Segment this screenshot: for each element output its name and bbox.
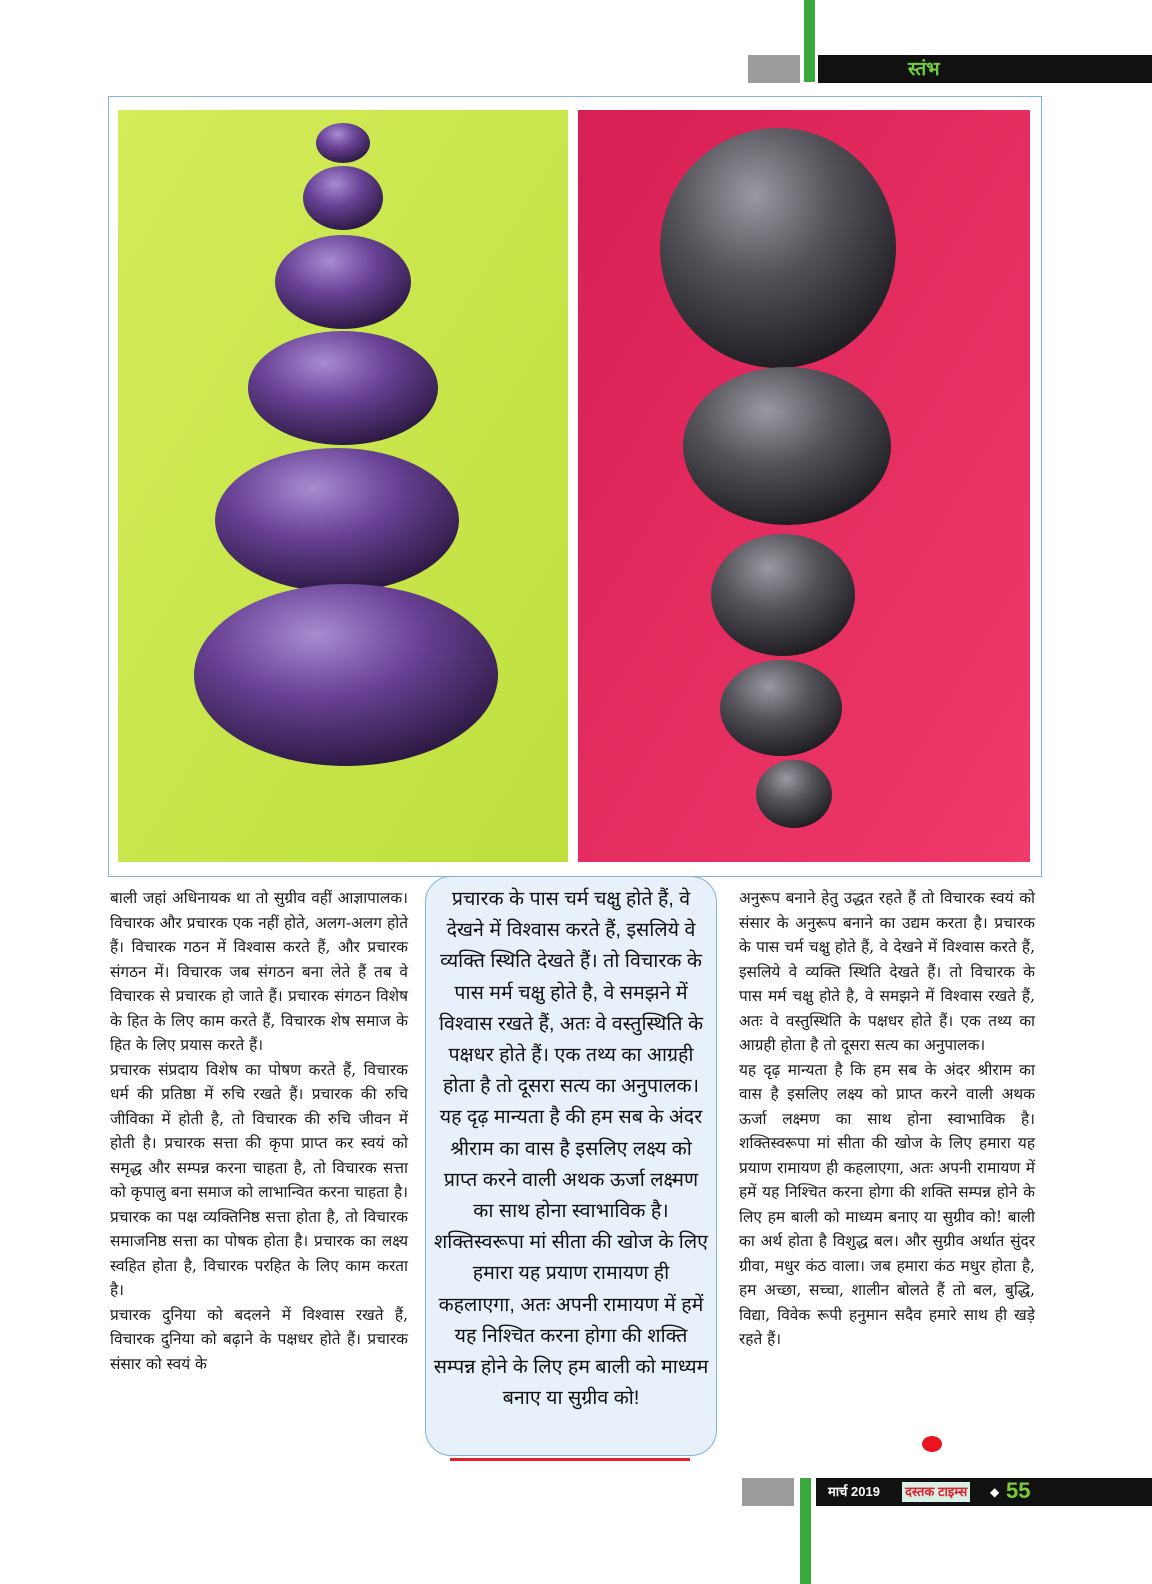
- painting-grey-stones: [578, 110, 1030, 862]
- magazine-logo: दस्तक टाइम्स: [902, 1482, 970, 1502]
- painting-purple-stones: [118, 110, 568, 862]
- article-column-left: बाली जहां अधिनायक था तो सुग्रीव वहीं आज्ञापालक। विचारक और प्रचारक एक नहीं होते, अलग-अलग होते हैं। विचारक गठन में विश्वास करते हैं, और प्रचारक संगठन में। विचारक जब संगठन बना लेते हैं तब वे विचारक से प्रचारक हो जाते हैं। प्रचारक संगठन विशेष के हित के लिए काम करते हैं, विचारक शेष समाज के हित के लिए प्रयास करते हैं। प्रचारक संप्रदाय विशेष का पोषण करते हैं, विचारक धर्म की प्रतिष्ठा में रुचि रखते हैं। प्रचारक की रुचि जीविका में होती है, तो विचारक की रुचि जीवन में होती है। प्रचारक सत्ता की कृपा प्राप्त कर स्वयं को समृद्ध और सम्पन्न करना चाहता है, तो विचारक सत्ता को कृपालु बना समाज को लाभान्वित करना चाहता है। प्रचारक का पक्ष व्यक्तिनिष्ठ सत्ता होता है, तो विचारक समाजनिष्ठ सत्ता का पोषक होता है। प्रचारक का लक्ष्य स्वहित होता है, विचारक परहित के लिए काम करता है। प्रचारक दुनिया को बदलने में विश्वास रखते हैं, विचारक दुनिया को बढ़ाने के पक्षधर होते हैं। प्रचारक संसार को स्वयं के: [110, 889, 408, 1373]
- section-label: स्तंभ: [908, 58, 940, 80]
- article-end-marker: [922, 1436, 942, 1452]
- footer-date: मार्च 2019: [828, 1484, 880, 1499]
- pull-quote: प्रचारक के पास चर्म चक्षु होते हैं, वे देखने में विश्वास करते हैं, इसलिये वे व्यक्ति स्थिति देखते हैं। तो विचारक के पास मर्म चक्षु होते है, वे समझने में विश्वास रखते हैं, अतः वे वस्तुस्थिति के पक्षधर होते हैं। एक तथ्य का आग्रही होता है तो दूसरा सत्य का अनुपालक। यह दृढ़ मान्यता है की हम सब के अंदर श्रीराम का वास है इसलिए लक्ष्य को प्राप्त करने वाली अथक ऊर्जा लक्ष्मण का साथ होना स्वाभाविक है। शक्तिस्वरूपा मां सीता की खोज के लिए हमारा यह प्रयाण रामायण ही कहलाएगा, अतः अपनी रामायण में हमें यह निश्चित करना होगा की शक्ति सम्पन्न होने के लिए हम बाली को माध्यम बनाए या सुग्रीव को!: [433, 888, 709, 1410]
- article-column-right: अनुरूप बनाने हेतु उद्धत रहते हैं तो विचारक स्वयं को संसार के अनुरूप बनाने का उद्यम करता है। प्रचारक के पास चर्म चक्षु होते हैं, वे देखने में विश्वास करते हैं, इसलिये वे व्यक्ति स्थिति देखते हैं। तो विचारक के पास मर्म चक्षु होते है, वे समझने में विश्वास रखते हैं, अतः वे वस्तुस्थिति के पक्षधर होते हैं। एक तथ्य का आग्रही होता है तो दूसरा सत्य का अनुपालक। यह दृढ़ मान्यता है कि हम सब के अंदर श्रीराम का वास है इसलिए लक्ष्य को प्राप्त करने वाली अथक ऊर्जा लक्ष्मण का साथ होना स्वाभाविक है। शक्तिस्वरूपा मां सीता की खोज के लिए हमारा यह प्रयाण रामायण ही कहलाएगा, अतः अपनी रामायण में हमें यह निश्चित करना होगा की शक्ति सम्पन्न होने के लिए हम बाली को माध्यम बनाए या सुग्रीव को! बाली का अर्थ होता है विशुद्ध बल। और सुग्रीव अर्थात सुंदर ग्रीवा, मधुर कंठ वाला। जब हमारा कंठ मधुर होता है, हम अच्छा, सच्चा, शालीन बोलते हैं तो बल, बुद्धि, विद्या, विवेक रूपी हनुमान सदैव हमारे साथ ही खड़े रहते हैं।: [739, 889, 1035, 1348]
- header-gray-block: [748, 55, 800, 83]
- pull-quote-underline: [450, 1458, 690, 1461]
- footer-gray-block: [742, 1478, 794, 1506]
- footer-separator: ◆: [990, 1485, 1000, 1499]
- footer-green-rule: [800, 1478, 811, 1584]
- page-number: 55: [1006, 1478, 1031, 1503]
- header-green-rule: [804, 0, 815, 82]
- photo-frame: [108, 96, 1042, 877]
- header-black-bar: [818, 55, 1152, 83]
